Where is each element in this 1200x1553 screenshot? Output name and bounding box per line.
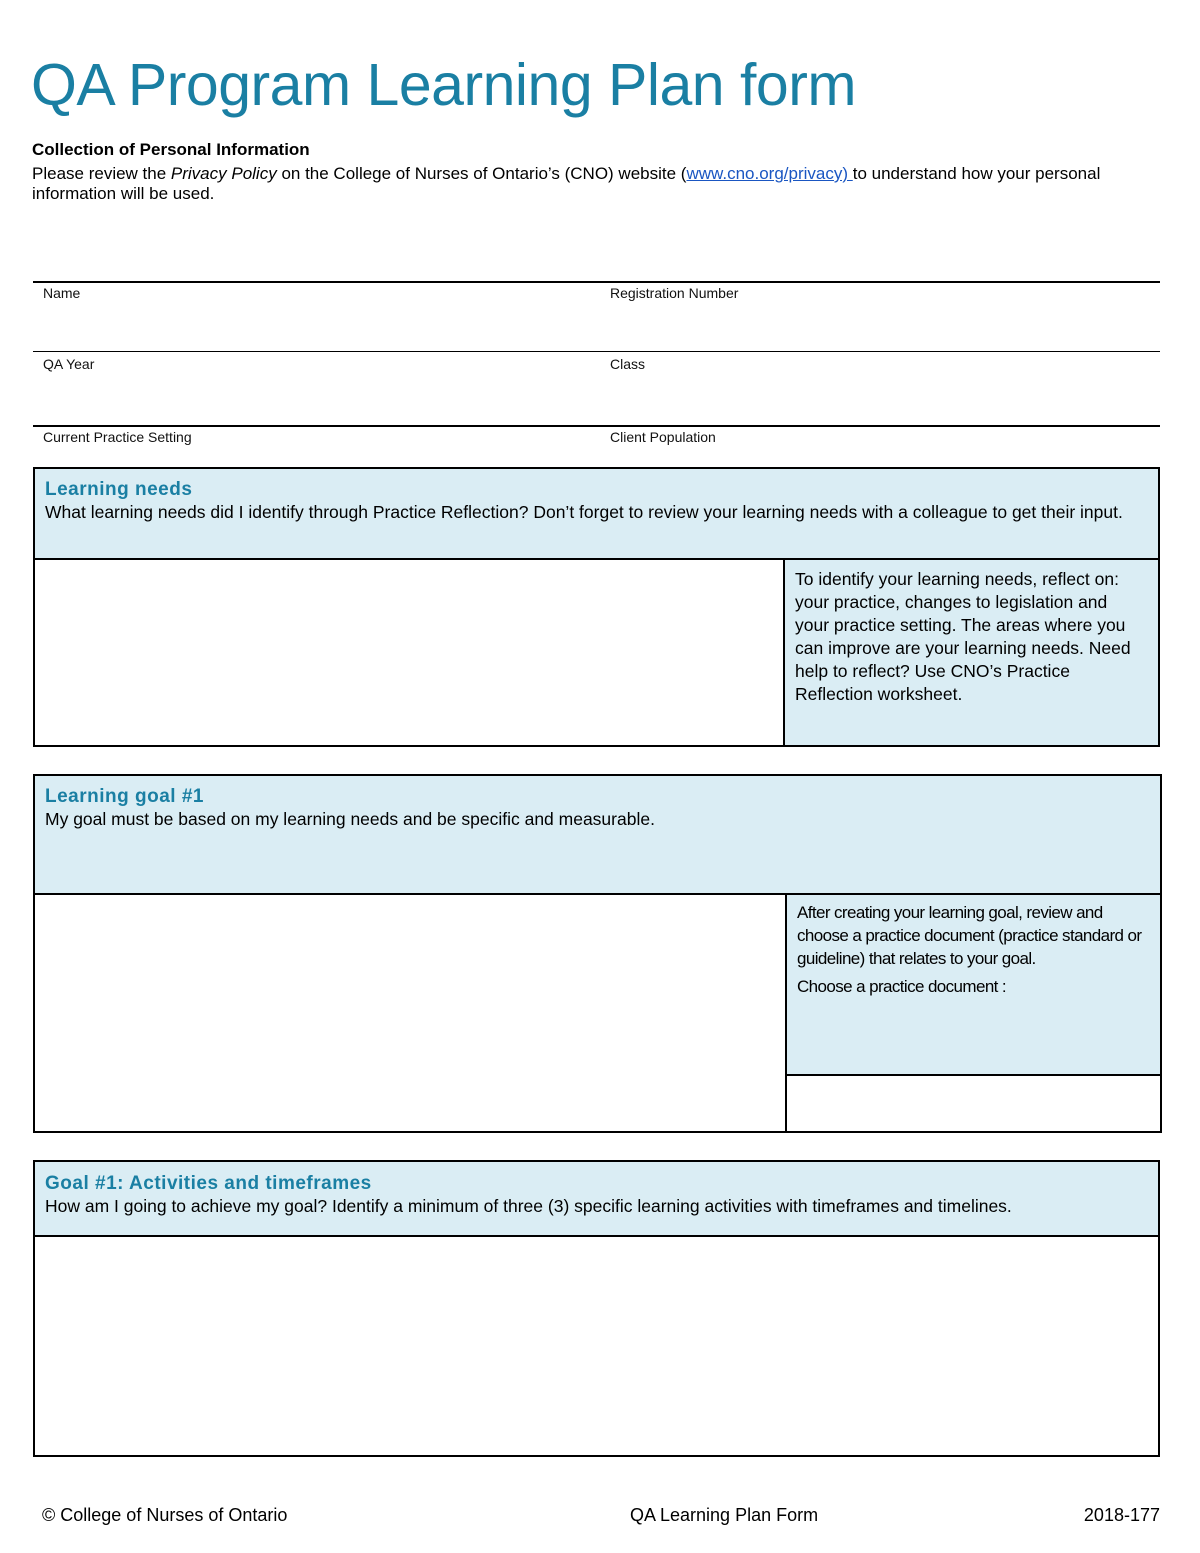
class-label: Class [610,356,646,372]
privacy-text-before: Please review the [32,164,171,183]
divider-name [33,351,1160,352]
client-population-label: Client Population [610,429,716,445]
activities-description: How am I going to achieve my goal? Identify a minimum of three (3) specific learning activities with timeframes and timelines. [45,1196,1012,1216]
activities-header [33,1160,1160,1237]
learning-goal-guidance: After creating your learning goal, review and choose a practice document (practice standard or guideline) that relates to your goal. [797,903,1142,968]
privacy-link[interactable]: www.cno.org/privacy) [686,164,853,183]
choose-document-label: Choose a practice document : [797,977,1007,996]
learning-needs-title: Learning needs [45,479,193,500]
learning-needs-guidance: To identify your learning needs, reflect on: your practice, changes to legislation and your practice setting. The areas where you can improve are your learning needs. Need help to reflect? Use CNO’s Practice Reflection worksheet. [795,569,1131,704]
learning-needs-input[interactable] [33,558,785,747]
name-label: Name [43,285,81,301]
privacy-policy-name: Privacy Policy [170,164,277,183]
divider-qa-year [33,425,1160,427]
practice-setting-label: Current Practice Setting [43,429,192,445]
activities-input[interactable] [33,1235,1160,1457]
learning-needs-description: What learning needs did I identify through Practice Reflection? Don’t forget to review your learning needs with a colleague to get their input. [45,502,1123,522]
activities-title: Goal #1: Activities and timeframes [45,1173,372,1194]
learning-goal-header [33,774,1162,895]
footer-form-number: 2018-177 [1083,1505,1160,1525]
learning-needs-guidance-box [783,558,1160,747]
privacy-notice [32,164,1162,204]
qa-year-label: QA Year [43,356,95,372]
learning-goal-input[interactable] [33,893,787,1133]
practice-document-input[interactable] [785,1074,1162,1133]
learning-goal-description: My goal must be based on my learning needs and be specific and measurable. [45,809,655,829]
privacy-heading: Collection of Personal Information [32,140,310,159]
privacy-text-after: to understand how your personal information will be used. [32,164,1101,203]
privacy-text-middle: on the College of Nurses of Ontario’s (CNO) website ( [276,164,687,183]
learning-goal-guidance-box [785,893,1162,1076]
footer-copyright: © College of Nurses of Ontario [42,1505,288,1525]
registration-number-label: Registration Number [610,285,739,301]
page-title: QA Program Learning Plan form [31,52,857,118]
learning-needs-header [33,467,1160,560]
divider-top [33,281,1160,283]
footer-form-name: QA Learning Plan Form [630,1505,819,1525]
learning-goal-title: Learning goal #1 [45,786,204,807]
